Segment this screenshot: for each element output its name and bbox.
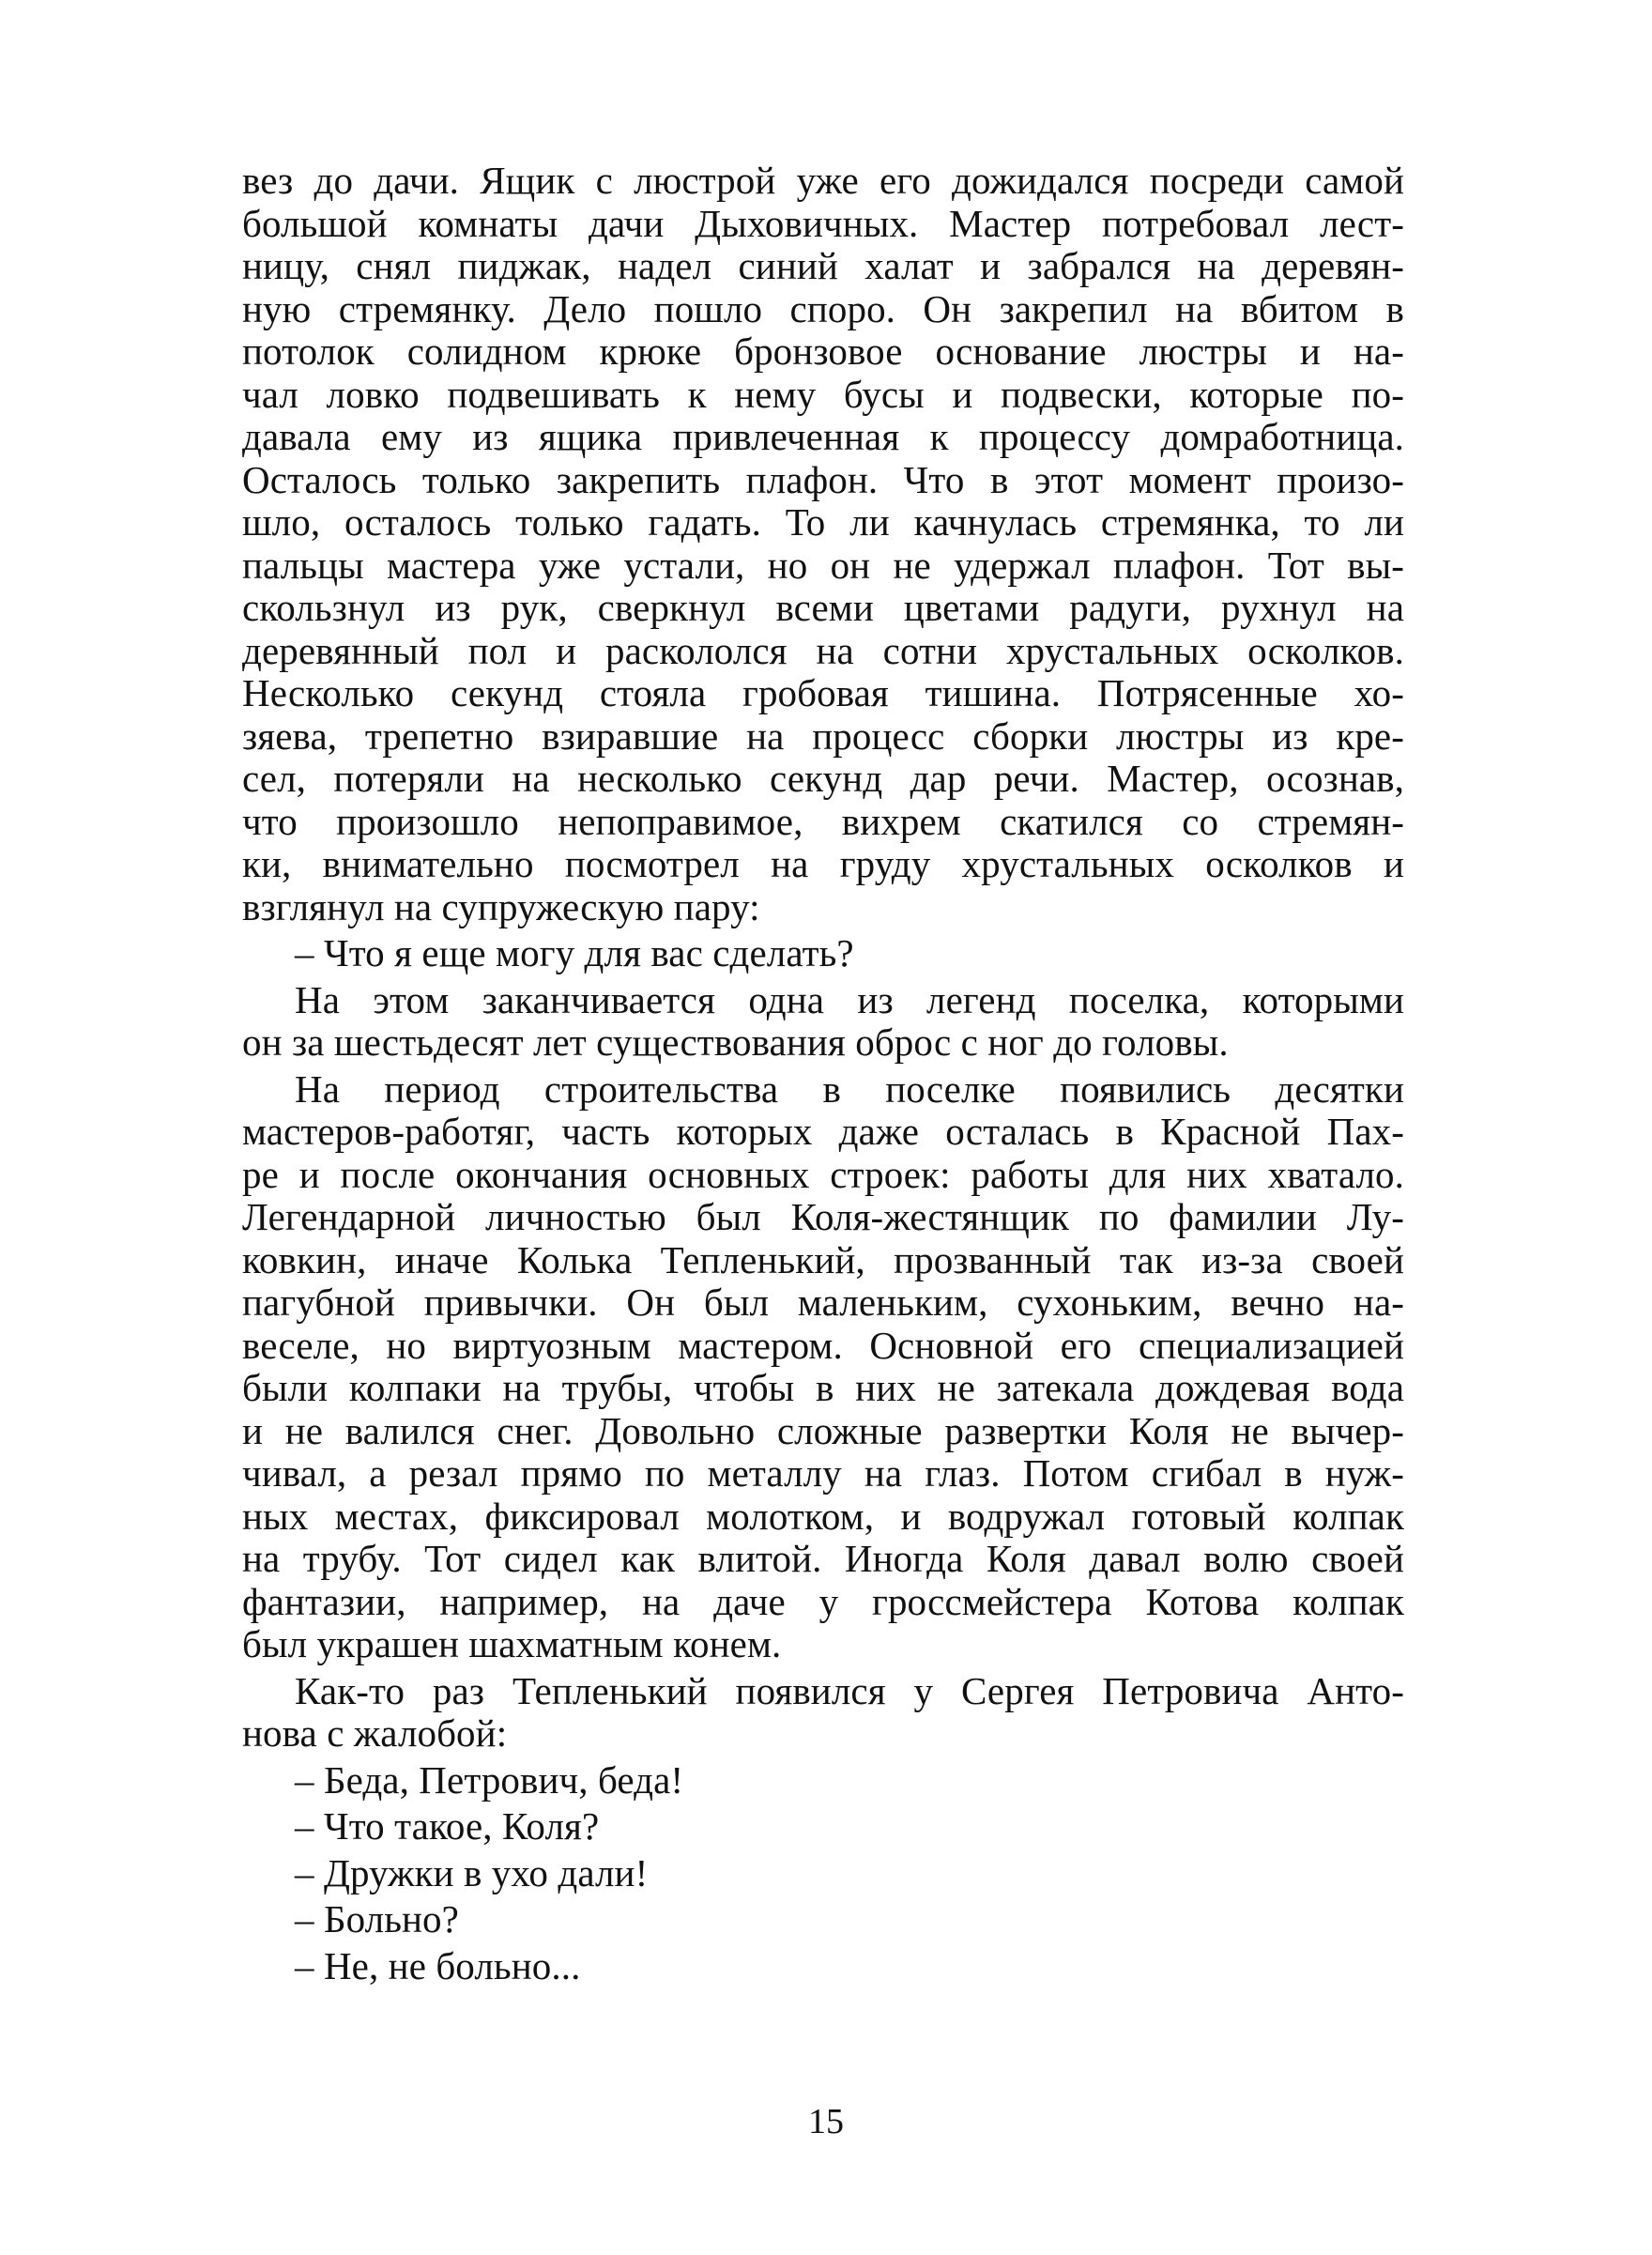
text-line: деревянный пол и раскололся на сотни хрустальных осколков. xyxy=(242,628,1404,672)
paragraph xyxy=(242,1759,1404,1802)
paragraph xyxy=(242,160,1404,928)
text-line: был украшен шахматным конем. xyxy=(242,1622,782,1665)
paragraph xyxy=(242,1898,1404,1941)
book-page-text xyxy=(242,160,1404,1987)
text-line: – Беда, Петрович, беда! xyxy=(295,1757,684,1802)
text-line: давала ему из ящика привлеченная к процессу домработница. xyxy=(242,415,1404,458)
text-line: шло, осталось только гадать. То ли качнулась стремянка, то ли xyxy=(242,500,1404,544)
text-line: чивал, а резал прямо по металлу на глаз. Потом сгибал в нуж- xyxy=(242,1451,1404,1495)
text-line: нова с жалобой: xyxy=(242,1711,508,1755)
text-line: Осталось только закрепить плафон. Что в этот момент произо- xyxy=(242,457,1404,501)
text-line: веселе, но виртуозным мастером. Основной его специализацией xyxy=(242,1323,1404,1367)
text-line: вез до дачи. Ящик с люстрой уже его дожидался посреди самой xyxy=(242,159,1404,202)
text-line: потолок солидном крюке бронзовое основание люстры и на- xyxy=(242,330,1404,373)
paragraph xyxy=(242,1852,1404,1895)
text-line: – Что такое, Коля? xyxy=(295,1804,600,1848)
text-line: ки, внимательно посмотрел на груду хрустальных осколков и xyxy=(242,842,1404,885)
text-line: ковкин, иначе Колька Тепленький, прозванный так из-за своей xyxy=(242,1237,1404,1281)
paragraph xyxy=(242,1670,1404,1756)
text-line: чал ловко подвешивать к нему бусы и подвески, которые по- xyxy=(242,372,1404,416)
paragraph xyxy=(242,1945,1404,1988)
text-line: На этом заканчивается одна из легенд поселка, которыми xyxy=(295,977,1404,1021)
text-line: на трубу. Тот сидел как влитой. Иногда Коля давал волю своей xyxy=(242,1537,1404,1580)
text-line: были колпаки на трубы, чтобы в них не затекала дождевая вода xyxy=(242,1366,1404,1409)
text-line: Несколько секунд стояла гробовая тишина. Потрясенные хо- xyxy=(242,671,1404,714)
text-line: – Что я еще могу для вас сделать? xyxy=(295,931,854,974)
paragraph xyxy=(242,1068,1404,1666)
text-line: ных местах, фиксировал молотком, и водружал готовый колпак xyxy=(242,1494,1404,1538)
text-line: ницу, снял пиджак, надел синий халат и забрался на деревян- xyxy=(242,244,1404,287)
page-number: 15 xyxy=(808,2102,844,2141)
text-line: скользнул из рук, сверкнул всеми цветами радуги, рухнул на xyxy=(242,586,1404,629)
paragraph xyxy=(242,979,1404,1065)
text-line: и не валился снег. Довольно сложные развертки Коля не вычер- xyxy=(242,1408,1404,1452)
text-line: ную стремянку. Дело пошло споро. Он закрепил на вбитом в xyxy=(242,286,1404,330)
text-line: что произошло непоправимое, вихрем скатился со стремян- xyxy=(242,799,1404,843)
text-line: Легендарной личностью был Коля-жестянщик по фамилии Лу- xyxy=(242,1195,1404,1238)
text-line: сел, потеряли на несколько секунд дар речи. Мастер, осознав, xyxy=(242,757,1404,800)
text-line: пагубной привычки. Он был маленьким, сухоньким, вечно на- xyxy=(242,1281,1404,1324)
paragraph xyxy=(242,932,1404,975)
text-line: он за шестьдесят лет существования оброс с ног до головы. xyxy=(242,1020,1229,1064)
text-line: – Дружки в ухо дали! xyxy=(295,1850,649,1895)
text-line: зяева, трепетно взиравшие на процесс сборки люстры из кре- xyxy=(242,713,1404,758)
text-line: Как-то раз Тепленький появился у Сергея Петровича Анто- xyxy=(295,1668,1404,1712)
text-line: ре и после окончания основных строек: работы для них хватало. xyxy=(242,1152,1404,1196)
text-line: На период строительства в поселке появились десятки xyxy=(295,1066,1404,1111)
text-line: пальцы мастера уже устали, но он не удержал плафон. Тот вы- xyxy=(242,543,1404,587)
text-line: мастеров-работяг, часть которых даже осталась в Красной Пах- xyxy=(242,1110,1404,1153)
text-line: фантазии, например, на даче у гроссмейстера Котова колпак xyxy=(242,1579,1404,1623)
text-line: – Не, не больно... xyxy=(295,1943,581,1987)
text-line: взглянул на супружескую пару: xyxy=(242,884,760,928)
paragraph xyxy=(242,1805,1404,1848)
text-line: – Больно? xyxy=(295,1897,459,1941)
text-line: большой комнаты дачи Дыховичных. Мастер потребовал лест- xyxy=(242,201,1404,245)
